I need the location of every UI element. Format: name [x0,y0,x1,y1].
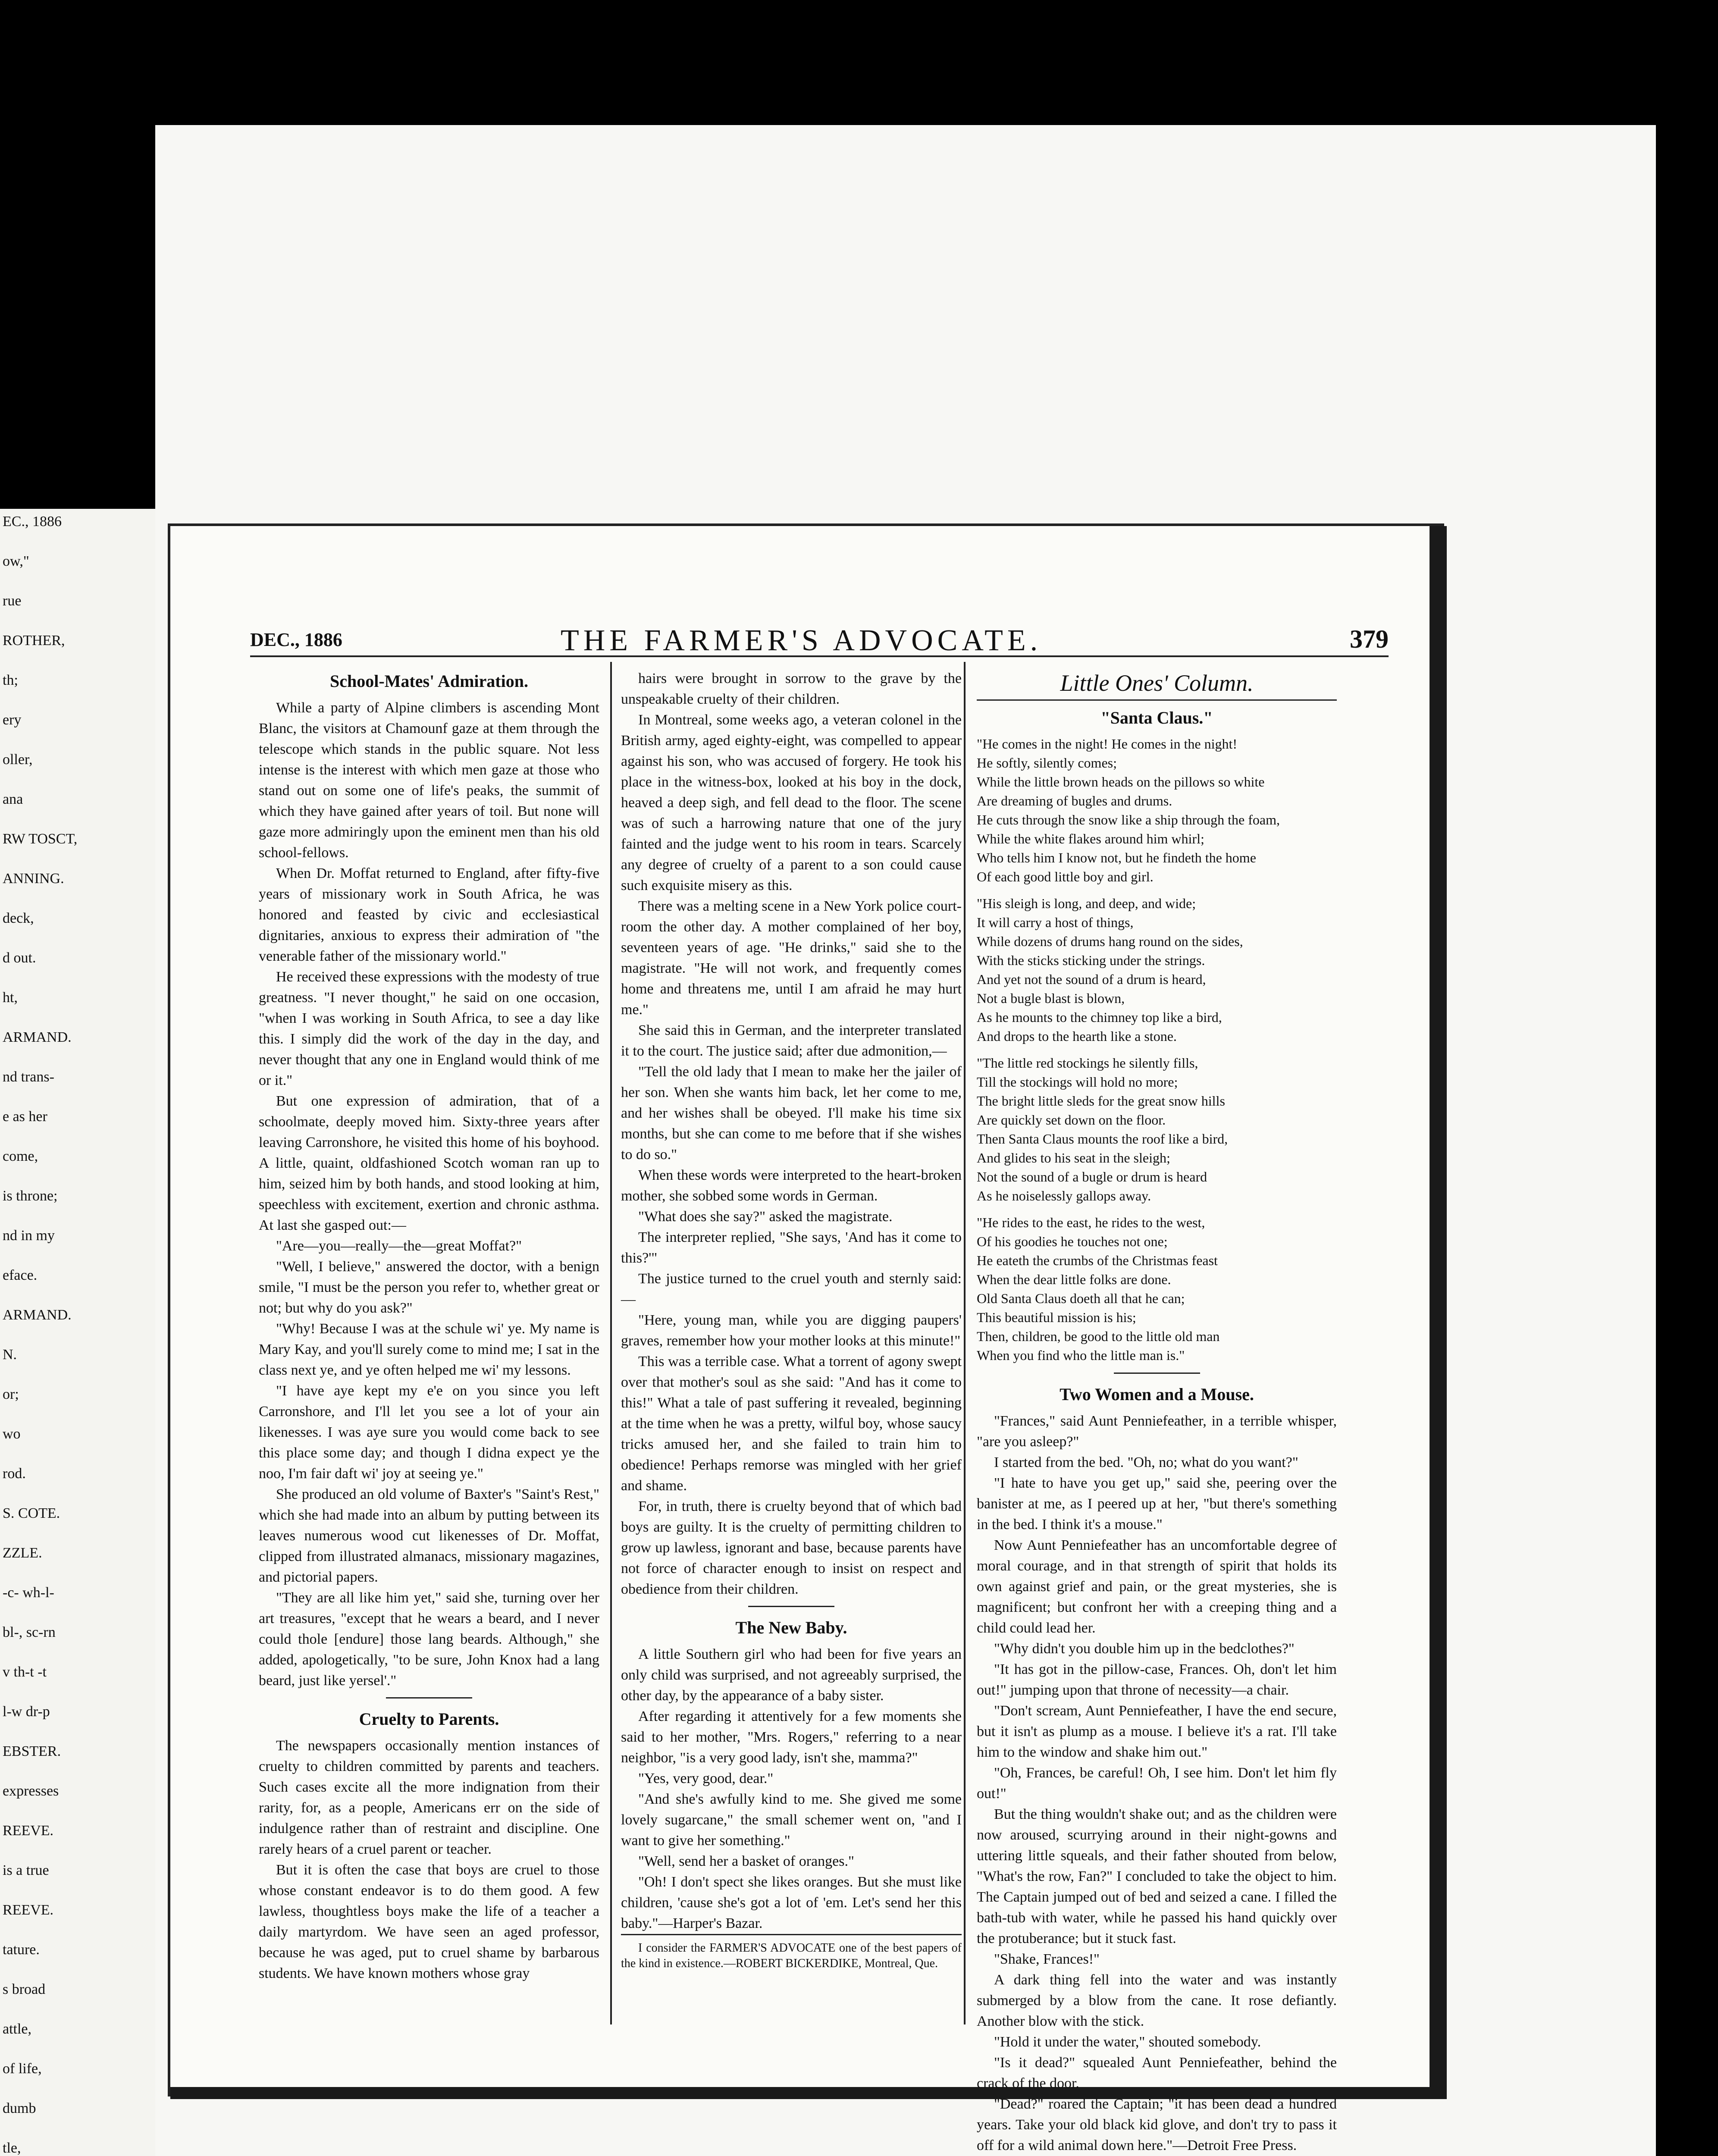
adjacent-page-text: REEVE. [3,1902,54,1918]
column-3 [977,668,1337,2156]
paragraph: "I hate to have you get up," said she, peering over the banister at me, as I peered up at her, "but there's something in the bed. I think it's a mouse." [977,1475,1337,1532]
masthead [250,621,1389,657]
paragraph: "Well, send her a basket of oranges." [638,1853,854,1869]
poem-title: "Santa Claus." [1100,708,1213,727]
adjacent-page-text: th; [3,672,18,688]
article-heading: School-Mates' Admiration. [330,671,528,691]
newspaper-page [170,526,1447,2153]
column-rule [964,662,966,2024]
adjacent-page-text: nd trans- [3,1069,54,1085]
poem-stanza: "He comes in the night! He comes in the night! He softly, silently comes; While the little brown heads on the pillows so white Are dreaming of bugles and drums. He cuts through the snow like a ship through the foam, While the white flakes around him whirl; Who tells him I know not, but he findeth the home Of each good little boy and girl. [977,736,1280,884]
article-body [259,1736,599,1984]
adjacent-page-text: expresses [3,1783,59,1799]
adjacent-page-text: come, [3,1148,38,1164]
adjacent-page-text: EC., 1886 [3,514,62,530]
paragraph: "What does she say?" asked the magistrate. [638,1209,893,1225]
adjacent-page-text: d out. [3,950,36,966]
article-body [259,698,599,1691]
column-1 [259,668,599,1984]
paragraph: The interpreter replied, "She says, 'And has it come to this?'" [621,1229,962,1266]
poem-stanza: "He rides to the east, he rides to the west, Of his goodies he touches not one; He eateth the crumbs of the Christmas feast When the dear little folks are done. Old Santa Claus doeth all that he can; This beautiful mission is his; Then, children, be good to the little old man When you find who the little man is." [977,1215,1220,1363]
paragraph: For, in truth, there is cruelty beyond that of which bad boys are guilty. It is the cruelty of permitting children to grow up lawless, ignorant and base, because parents have not force of character enough to insist on respect and obedience from their children. [621,1498,962,1597]
paragraph: "Yes, very good, dear." [638,1771,774,1786]
paragraph: "Oh! I don't spect she likes oranges. But she must like children, 'cause she's got a lot of 'em. Let's send her this baby."—Harper's Bazar. [621,1874,962,1931]
article-heading: Cruelty to Parents. [359,1709,499,1729]
adjacent-page-text: ANNING. [3,871,64,887]
adjacent-page-text: s broad [3,1981,46,1997]
adjacent-page-text: tle, [3,2140,21,2156]
paragraph: Now Aunt Penniefeather has an uncomfortable degree of moral courage, and in that strength of spirit that holds its own against grief and pain, or the great mysteries, she is magnificent; but confront her with a creeping thing and a child could lead her. [977,1537,1337,1636]
adjacent-page-text: -c- wh-l- [3,1585,54,1601]
article-body [621,1644,962,1934]
paragraph: She produced an old volume of Baxter's "Saint's Rest," which she had made into an album by putting between its leaves numerous wood cut likenesses of Dr. Moffat, clipped from illustrated almanacs, missionary magazines, and pictorial papers. [259,1486,599,1585]
adjacent-page-text: N. [3,1347,17,1363]
adjacent-page-text: ana [3,791,23,807]
paragraph: "Here, young man, while you are digging paupers' graves, remember how your mother looks at this minute!" [621,1312,962,1349]
adjacent-page-text: ht, [3,990,18,1006]
paragraph: hairs were brought in sorrow to the grave by the unspeakable cruelty of their children. [621,671,962,707]
paragraph: "Hold it under the water," shouted somebody. [994,2034,1261,2050]
adjacent-page-text: is a true [3,1862,49,1878]
adjacent-page-text: ery [3,712,22,728]
adjacent-page-text: dumb [3,2100,36,2116]
paragraph: "Tell the old lady that I mean to make her the jailer of her son. When she wants him back, let her come to me, and her wishes shall be obeyed. I'll make his time six months, but she can come to me before that if she wishes to do so." [621,1064,962,1163]
paragraph: "Why didn't you double him up in the bedclothes?" [994,1641,1295,1657]
paragraph: "Is it dead?" squealed Aunt Penniefeather, behind the crack of the door. [977,2055,1337,2091]
adjacent-page-text: oller, [3,752,33,768]
adjacent-page-text: nd in my [3,1228,55,1244]
paragraph: When Dr. Moffat returned to England, after fifty-five years of missionary work in South Africa, he was honored and feasted by civic and ecclesiastical dignitaries, anxious to express their admiration of "the venerable father of the missionary world." [259,865,599,964]
paragraph: "I have aye kept my e'e on you since you left Carronshore, and I'll let you see a lot of your ain likenesses. I was aye sure you would come back to see this place some day; and though I didna expect ye the noo, I'm fair daft wi' joy at seeing ye." [259,1383,599,1482]
paragraph: "Frances," said Aunt Penniefeather, in a terrible whisper, "are you asleep?" [977,1413,1337,1450]
reader-testimonial: I consider the FARMER'S ADVOCATE one of the best papers of the kind in existence.—ROBERT BICKERDIKE, Montreal, Que. [621,1934,962,1971]
paragraph: "And she's awfully kind to me. She gived me some lovely sugarcane," the small schemer went on, "and I want to give her something." [621,1791,962,1849]
page-number: 379 [1350,625,1389,653]
adjacent-page-text: is throne; [3,1188,58,1204]
paragraph: "Shake, Frances!" [994,1951,1100,1967]
article-heading: The New Baby. [735,1618,847,1637]
adjacent-page-text: rue [3,593,22,609]
paragraph: While a party of Alpine climbers is ascending Mont Blanc, the visitors at Chamounf gaze at them through the telescope which stands in the public square. Not less intense is the interest with which men gaze at those who stand out on some one of life's peaks, the summit of which they have gained after years of toil. But none will gaze more admiringly upon the eminent men than his old school-fellows. [259,700,599,861]
paragraph: A dark thing fell into the water and was instantly submerged by a blow from the cane. It rose defiantly. Another blow with the stick. [977,1972,1337,2029]
column-title: Little Ones' Column. [977,673,1337,701]
paragraph: The newspapers occasionally mention instances of cruelty to children committed by parents and teachers. Such cases excite all the more indignation from their rarity, for, as a people, Americans err on the side of indulgence rather than of restraint and discipline. One rarely hears of a cruel parent or teacher. [259,1738,599,1857]
adjacent-page-text: EBSTER. [3,1743,61,1759]
adjacent-page-text: ARMAND. [3,1029,72,1045]
poem-body [977,734,1337,1365]
paragraph: "Don't scream, Aunt Penniefeather, I have the end secure, but it isn't as plump as a mouse. I believe it's a rat. I'll take him to the window and shake him out." [977,1703,1337,1760]
divider [1114,1373,1200,1374]
column-rule [610,662,612,2024]
paragraph: There was a melting scene in a New York police court-room the other day. A mother complained of her boy, seventeen years of age. "He drinks," said she to the magistrate. "He will not work, and frequently comes home and threatens me, until I am afraid he may hurt me." [621,898,962,1018]
paragraph: She said this in German, and the interpreter translated it to the court. The justice said; after due admonition,— [621,1022,962,1059]
adjacent-page-text: RW TOSCT, [3,831,78,847]
adjacent-page-text: attle, [3,2021,32,2037]
paragraph: But it is often the case that boys are cruel to those whose constant endeavor is to do them good. A few lawless, thoughtless boys make the life of a teacher a daily martyrdom. We have seen an aged professor, because he was aged, put to cruel shame by barbarous students. We have known mothers whose gray [259,1862,599,1981]
paragraph: "Dead?" roared the Captain; "it has been dead a hundred years. Take your old black kid glove, and don't try to pass it off for a wild animal down here."—Detroit Free Press. [977,2096,1337,2153]
paragraph: The justice turned to the cruel youth and sternly said:— [621,1271,962,1307]
column-2 [621,668,962,1971]
paragraph: A little Southern girl who had been for five years an only child was surprised, and not agreeably surprised, the other day, by the appearance of a baby sister. [621,1646,962,1704]
paragraph: This was a terrible case. What a torrent of agony swept over that mother's soul as she said: "And has it come to this!" What a tale of past suffering it revealed, beginning at the time when he was a pretty, wilful boy, whose saucy tricks amused her, and she failed to train him to obedience! Perhaps remorse was mingled with her grief and shame. [621,1354,962,1494]
adjacent-page-text: ARMAND. [3,1307,72,1323]
divider [386,1697,472,1698]
adjacent-page-text: e as her [3,1109,47,1125]
paragraph: I started from the bed. "Oh, no; what do you want?" [994,1454,1298,1470]
paragraph: "Are—you—really—the—great Moffat?" [276,1238,522,1254]
adjacent-page-text: of life, [3,2061,42,2077]
adjacent-page-text: or; [3,1386,19,1402]
paragraph: "It has got in the pillow-case, Frances. Oh, don't let him out!" jumping upon that throne of necessity—a chair. [977,1661,1337,1698]
adjacent-page-text: ZZLE. [3,1545,42,1561]
article-body [977,1411,1337,2156]
paragraph: "Oh, Frances, be careful! Oh, I see him. Don't let him fly out!" [977,1765,1337,1802]
poem-stanza: "His sleigh is long, and deep, and wide; It will carry a host of things, While dozens of drums hang round on the sides, With the sticks sticking under the strings. And yet not the sound of a drum is heard, Not a bugle blast is blown, As he mounts to the chimney top like a bird, And drops to the hearth like a stone. [977,896,1243,1044]
poem-stanza: "The little red stockings he silently fills, Till the stockings will hold no more; The bright little sleds for the great snow hills Are quickly set down on the floor. Then Santa Claus mounts the roof like a bird, And glides to his seat in the sleigh; Not the sound of a bugle or drum is heard As he noiselessly gallops away. [977,1055,1228,1203]
paragraph: In Montreal, some weeks ago, a veteran colonel in the British army, aged eighty-eight, was compelled to appear against his son, who was accused of forgery. He took his place in the witness-box, looked at his boy in the dock, heaved a deep sigh, and fell dead to the floor. The scene was of such a harrowing nature that one of the jury fainted and the judge went to his room in tears. Scarcely any degree of cruelty of a parent to a son could cause such exquisite misery as this. [621,712,962,893]
divider [748,1606,834,1607]
newspaper-title: THE FARMER'S ADVOCATE. [561,624,1042,657]
adjacent-page-text: S. COTE. [3,1505,60,1521]
article-body [621,668,962,1600]
issue-date: DEC., 1886 [250,629,342,650]
paragraph: "Well, I believe," answered the doctor, with a benign smile, "I must be the person you refer to, whether great or not; but why do you ask?" [259,1259,599,1316]
paragraph: "They are all like him yet," said she, turning over her art treasures, "except that he wears a beard, and I never could thole [endure] those lang beards. Although," she added, apologetically, "to be sure, John Knox had a lang beard, just like yersel'." [259,1590,599,1689]
adjacent-page-text: REEVE. [3,1823,54,1839]
paragraph: But one expression of admiration, that of a schoolmate, deeply moved him. Sixty-three years after leaving Carronshore, he visited this home of his boyhood. A little, quaint, oldfashioned Scotch woman ran up to him, seized him by both hands, and stood looking at him, speechless with excitement, exertion and chronic asthma. At last she gasped out:— [259,1093,599,1233]
paragraph: But the thing wouldn't shake out; and as the children were now aroused, scurrying around in their night-gowns and uttering little squeals, and their father shouted from below, "What's the row, Fan?" I concluded to take the object to him. The Captain jumped out of bed and seized a cane. I filled the bath-tub with water, while he passed his hand quickly over the protuberance; but it stuck fast. [977,1806,1337,1946]
paragraph: After regarding it attentively for a few moments she said to her mother, "Mrs. Rogers," referring to a near neighbor, "is a very good lady, isn't she, mamma?" [621,1708,962,1766]
adjacent-page-text: deck, [3,910,34,926]
adjacent-page-text: wo [3,1426,21,1442]
paragraph: He received these expressions with the modesty of true greatness. "I never thought," he said on one occasion, "when I was working in South Africa, to see a day like this. I simply did the work of the day in the day, and never thought that any one in England would think of me or it." [259,969,599,1088]
adjacent-page-strip [0,509,155,2156]
adjacent-page-text: l-w dr-p [3,1704,50,1720]
adjacent-page-text: v th-t -t [3,1664,47,1680]
adjacent-page-text: ROTHER, [3,633,65,649]
adjacent-page-text: eface. [3,1267,38,1283]
article-heading: Two Women and a Mouse. [1060,1385,1254,1404]
adjacent-page-text: rod. [3,1466,26,1482]
adjacent-page-text: tature. [3,1942,40,1958]
adjacent-page-text: ow," [3,553,29,569]
paragraph: "Why! Because I was at the schule wi' ye. My name is Mary Kay, and you'll surely come to mind me; I sat in the class next ye, and ye often helped me wi' my lessons. [259,1321,599,1378]
paragraph: When these words were interpreted to the heart-broken mother, she sobbed some words in German. [621,1167,962,1204]
adjacent-page-text: bl-, sc-rn [3,1624,56,1640]
